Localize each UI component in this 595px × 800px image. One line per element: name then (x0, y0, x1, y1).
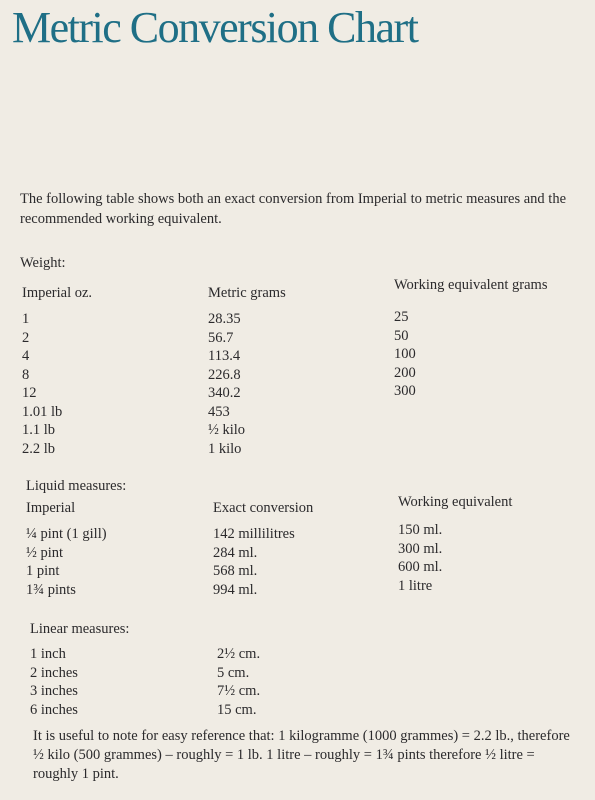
linear-table (0, 645, 595, 725)
table-cell: 994 ml. (213, 581, 258, 598)
table-cell: 1¾ pints (26, 581, 76, 598)
page-title: Metric Conversion Chart (12, 3, 418, 52)
table-cell: 340.2 (208, 385, 241, 401)
table-cell: ¼ pint (1 gill) (26, 526, 107, 542)
table-cell: 142 millilitres (213, 526, 295, 542)
weight-table (0, 277, 595, 464)
table-cell: 56.7 (208, 329, 234, 346)
table-cell: 6 inches (30, 701, 78, 718)
table-cell: 1.1 lb (22, 422, 56, 438)
weight-metric-header: Metric grams (208, 285, 286, 301)
linear-heading: Linear measures: (30, 621, 130, 637)
table-cell: 100 (394, 346, 416, 362)
weight-working-column (394, 276, 547, 401)
table-cell: 2 inches (30, 664, 78, 681)
table-cell: 15 cm. (217, 701, 257, 718)
table-cell: 5 cm. (217, 664, 250, 681)
table-cell: 1 kilo (208, 440, 242, 457)
table-cell: 150 ml. (398, 522, 443, 538)
liquid-imperial-header: Imperial (26, 500, 76, 516)
table-cell: 113.4 (208, 348, 241, 364)
intro-paragraph: The following table shows both an exact conversion from Imperial to metric measures and the recommended working equivalent. (20, 191, 567, 227)
table-cell: 4 (22, 348, 30, 364)
table-cell: 1 pint (26, 563, 60, 579)
reference-note: It is useful to note for easy reference that: 1 kilogramme (1000 grammes) = 2.2 lb., therefore ½ kilo (500 grammes) – roughly = 1 lb. 1 litre – roughly = 1¾ pints therefore ½ litre = roughly 1 pint. (33, 728, 570, 782)
table-cell: 25 (394, 309, 409, 325)
table-cell: 1 inch (30, 646, 66, 662)
linear-metric-column (217, 645, 260, 719)
liquid-heading: Liquid measures: (26, 478, 127, 494)
table-cell: 300 ml. (398, 540, 443, 557)
table-cell: ½ pint (26, 544, 64, 561)
table-cell: 200 (394, 364, 416, 381)
table-cell: 2½ cm. (217, 646, 261, 662)
weight-metric-column (208, 284, 286, 458)
table-cell: 2.2 lb (22, 440, 56, 457)
table-cell: 3 inches (30, 683, 78, 699)
liquid-working-header: Working equivalent (398, 494, 513, 510)
liquid-exact-column (213, 499, 313, 599)
table-cell: 2 (22, 329, 30, 346)
table-cell: 1.01 lb (22, 403, 63, 420)
table-cell: 12 (22, 385, 37, 401)
table-cell: 568 ml. (213, 563, 258, 579)
table-cell: 453 (208, 403, 230, 420)
liquid-exact-header: Exact conversion (213, 500, 314, 516)
table-cell: 8 (22, 366, 30, 383)
table-cell: 28.35 (208, 311, 241, 327)
liquid-working-column (398, 493, 512, 595)
table-cell: 50 (394, 327, 409, 344)
liquid-imperial-column (26, 499, 107, 599)
table-cell: 7½ cm. (217, 683, 261, 699)
table-cell: 226.8 (208, 366, 241, 383)
table-cell: 300 (394, 383, 416, 399)
table-cell: 1 (22, 311, 30, 327)
weight-heading: Weight: (20, 255, 66, 271)
liquid-table (0, 494, 595, 604)
table-cell: ½ kilo (208, 422, 246, 438)
weight-working-header: Working equivalent grams (394, 277, 548, 293)
table-cell: 1 litre (398, 577, 433, 594)
weight-imperial-column (22, 284, 92, 458)
table-cell: 600 ml. (398, 559, 443, 575)
table-cell: 284 ml. (213, 544, 258, 561)
linear-imperial-column (30, 645, 78, 719)
weight-imperial-header: Imperial oz. (22, 285, 93, 301)
